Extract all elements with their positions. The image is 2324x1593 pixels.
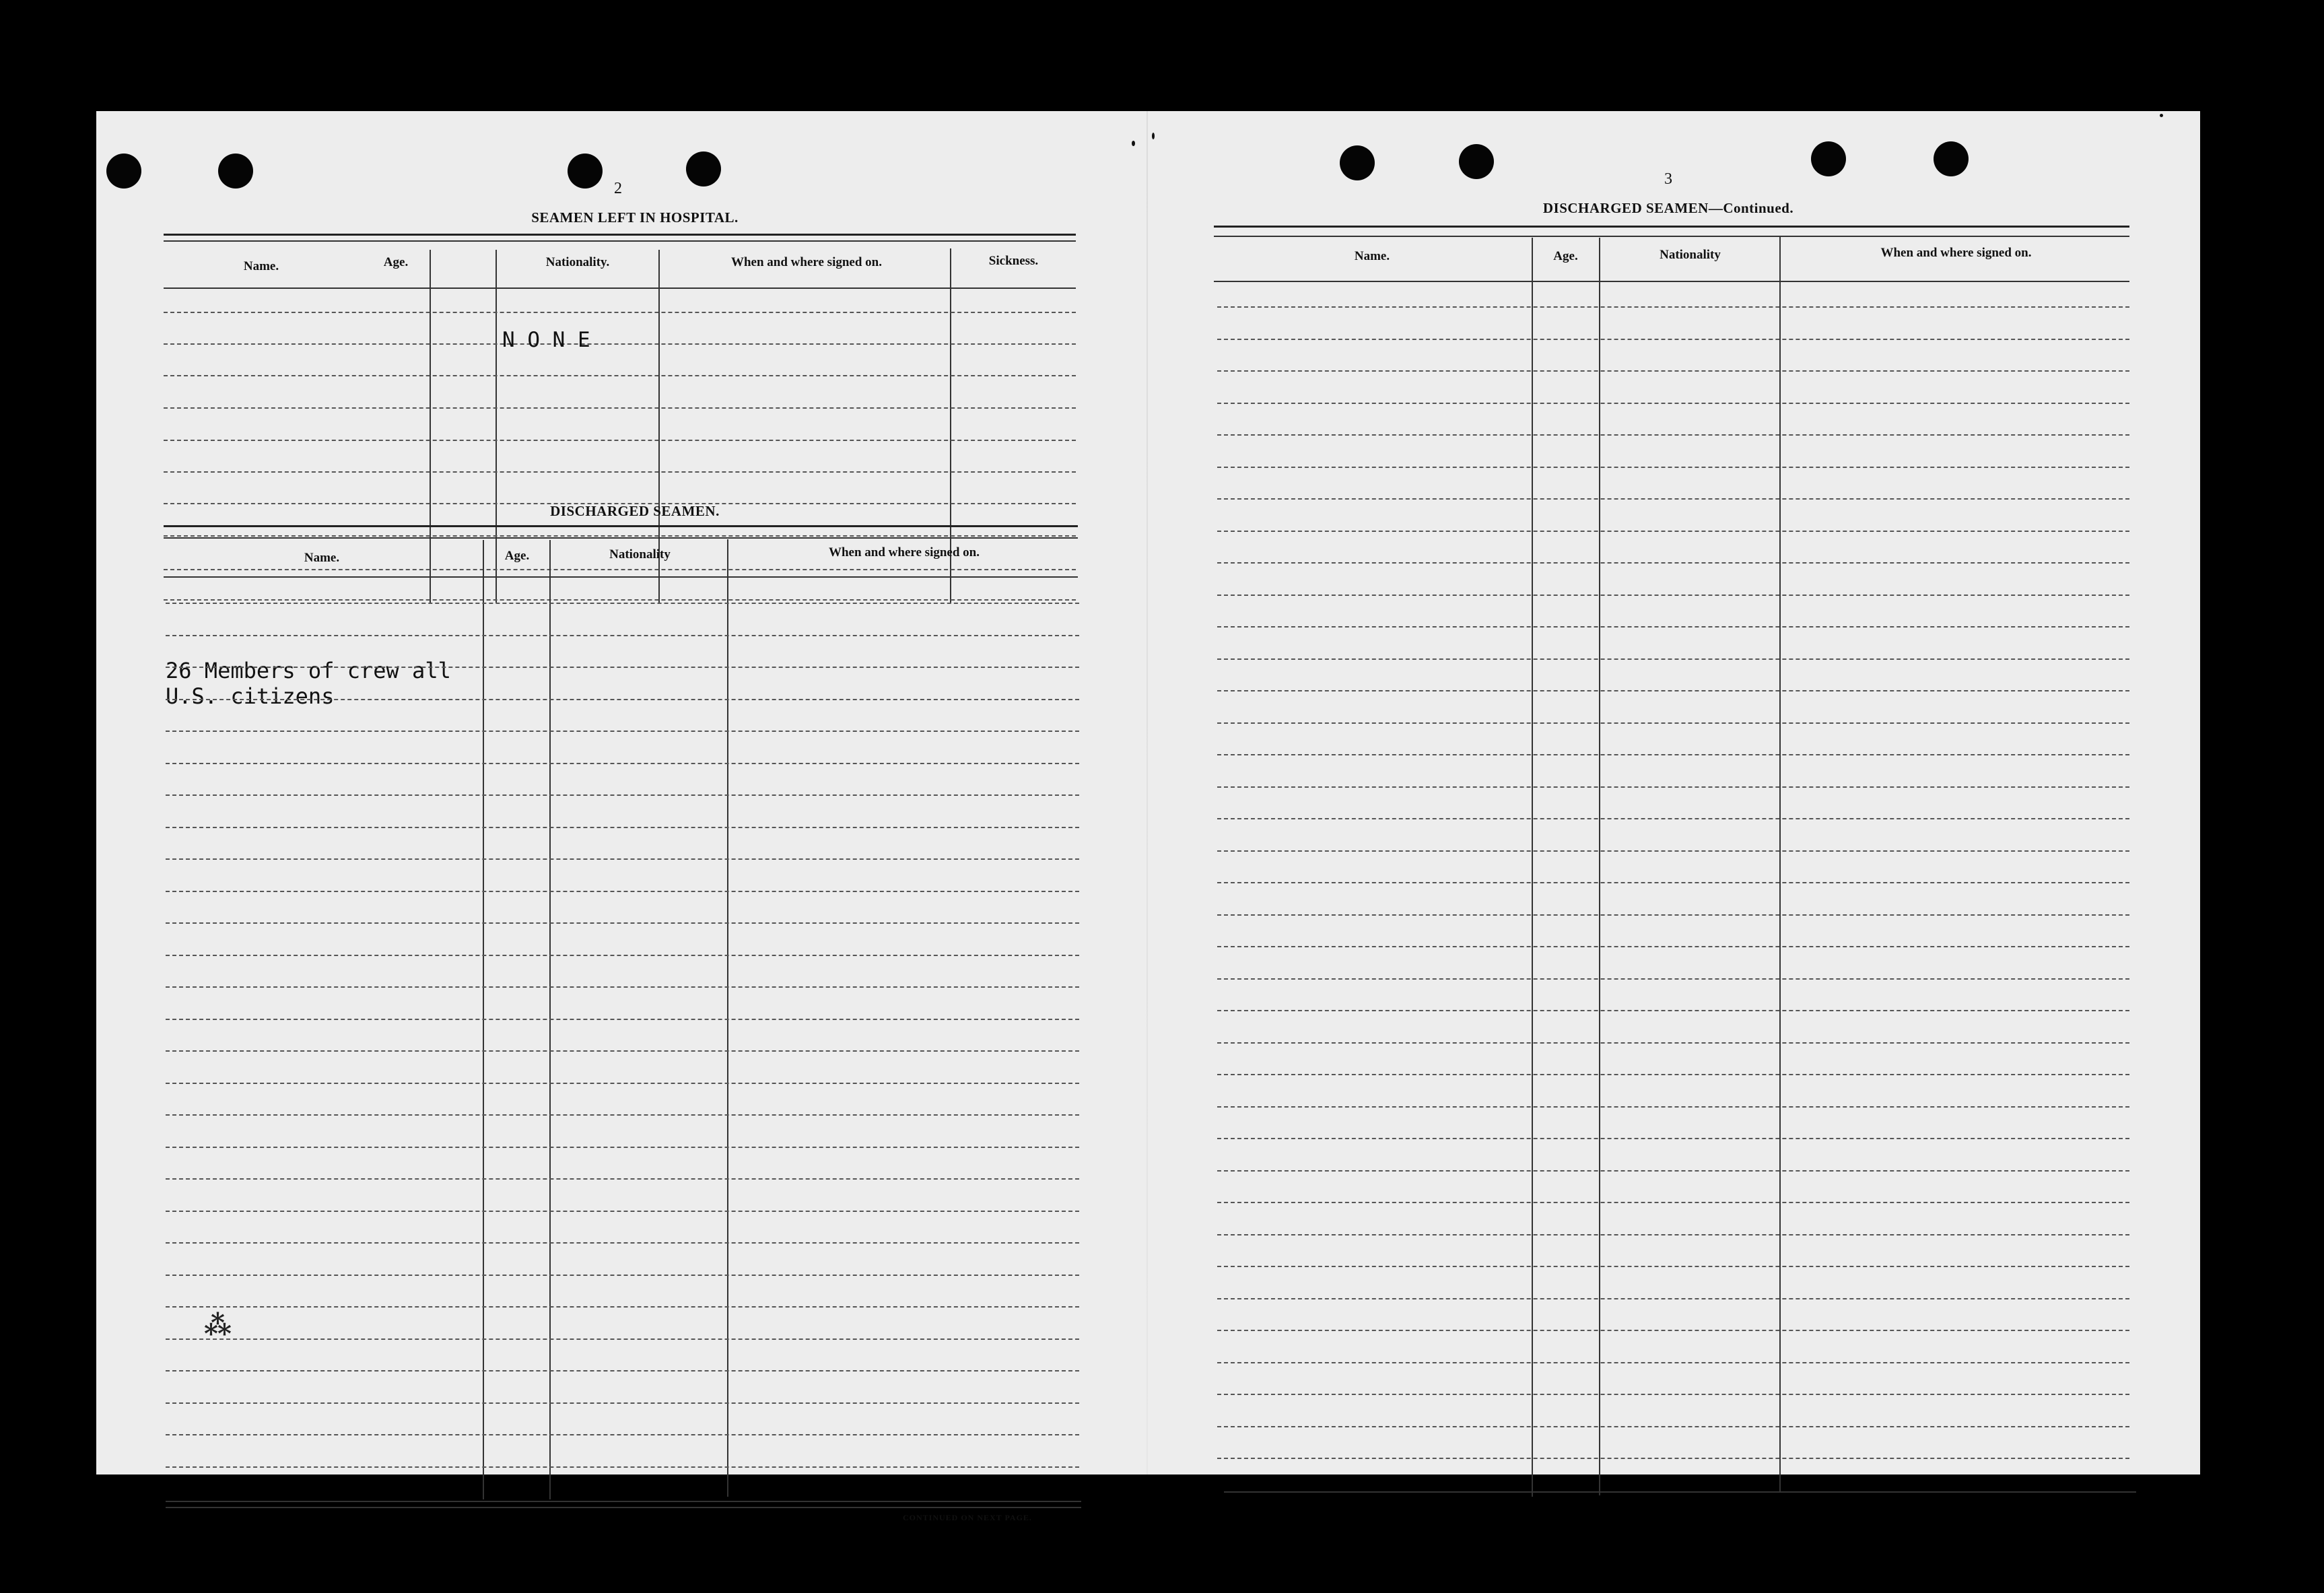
entry-line [1217,434,2129,436]
entry-line [1217,1234,2129,1235]
entry-line [1217,850,2129,852]
entry-line [1217,1042,2129,1044]
hospital-col-nationality: Nationality. [545,255,610,269]
entry-line [1217,978,2129,980]
discharged-col-signed-on: When and where signed on. [828,545,980,560]
column-divider [1779,236,1781,1493]
entry-line [1217,403,2129,404]
entry-line [1217,786,2129,788]
entry-line [1217,1426,2129,1427]
hospital-col-sickness: Sickness. [988,254,1039,268]
table-top-rule [1214,236,2129,237]
page-number: 3 [1664,170,1672,188]
entry-line [1217,1330,2129,1331]
entry-line [1217,690,2129,691]
table-bottom-rule [166,1507,1081,1508]
column-divider [1532,238,1533,1497]
entry-line [1217,1458,2129,1459]
entry-line [1217,1074,2129,1075]
hospital-section-title: SEAMEN LEFT IN HOSPITAL. [531,209,739,226]
header-underline [1214,281,2129,282]
right-page [96,111,2200,1475]
entry-line [1217,339,2129,340]
ledger-sheet [96,111,2200,1522]
entry-line [1217,1010,2129,1011]
entry-line [1217,1394,2129,1395]
entry-line [1217,626,2129,628]
entry-line [1217,531,2129,532]
continued-col-name: Name. [1354,249,1390,263]
continued-col-age: Age. [1553,249,1578,263]
discharged-entry-line-1: 26 Members of crew all [166,658,451,683]
hospital-col-signed-on: When and where signed on. [730,255,882,269]
entry-line [1217,1106,2129,1108]
entry-line [1217,722,2129,724]
entry-line [1217,914,2129,916]
table-top-rule [1214,226,2129,228]
entry-line [1217,498,2129,500]
entry-line [1217,370,2129,372]
entry-line [1217,946,2129,947]
column-divider [1599,238,1600,1495]
page-number: 2 [614,180,622,197]
discharged-col-nationality: Nationality [609,547,671,562]
entry-line [1217,1138,2129,1139]
entry-line [1217,818,2129,819]
entry-line [1217,1362,2129,1363]
hospital-col-age: Age. [383,255,409,269]
entry-line [1217,1202,2129,1203]
entry-line [1217,754,2129,755]
entry-line [1217,1266,2129,1267]
entry-line [1217,1170,2129,1172]
continued-section-title: DISCHARGED SEAMEN—Continued. [1542,200,1794,216]
entry-line [1217,562,2129,564]
hospital-col-name: Name. [243,259,279,273]
table-bottom-rule [1224,1491,2136,1493]
discharged-section-title: DISCHARGED SEAMEN. [550,503,720,519]
handwritten-mark: ⁂ [204,1310,232,1341]
entry-line [1217,1298,2129,1299]
continued-col-signed-on: When and where signed on. [1880,246,2032,260]
entry-line [1217,658,2129,660]
discharged-entry-line-2: U.S. citizens [166,683,335,709]
entry-line [1217,595,2129,596]
table-bottom-rule [166,1501,1081,1502]
entry-line [1217,306,2129,308]
continued-footer: CONTINUED ON NEXT PAGE. [903,1513,1032,1522]
discharged-col-name: Name. [304,551,340,565]
discharged-col-age: Age. [504,549,530,563]
continued-col-nationality: Nationality [1660,248,1721,262]
hospital-entry-none: N O N E [502,328,590,352]
entry-line [1217,882,2129,883]
entry-line [1217,467,2129,468]
